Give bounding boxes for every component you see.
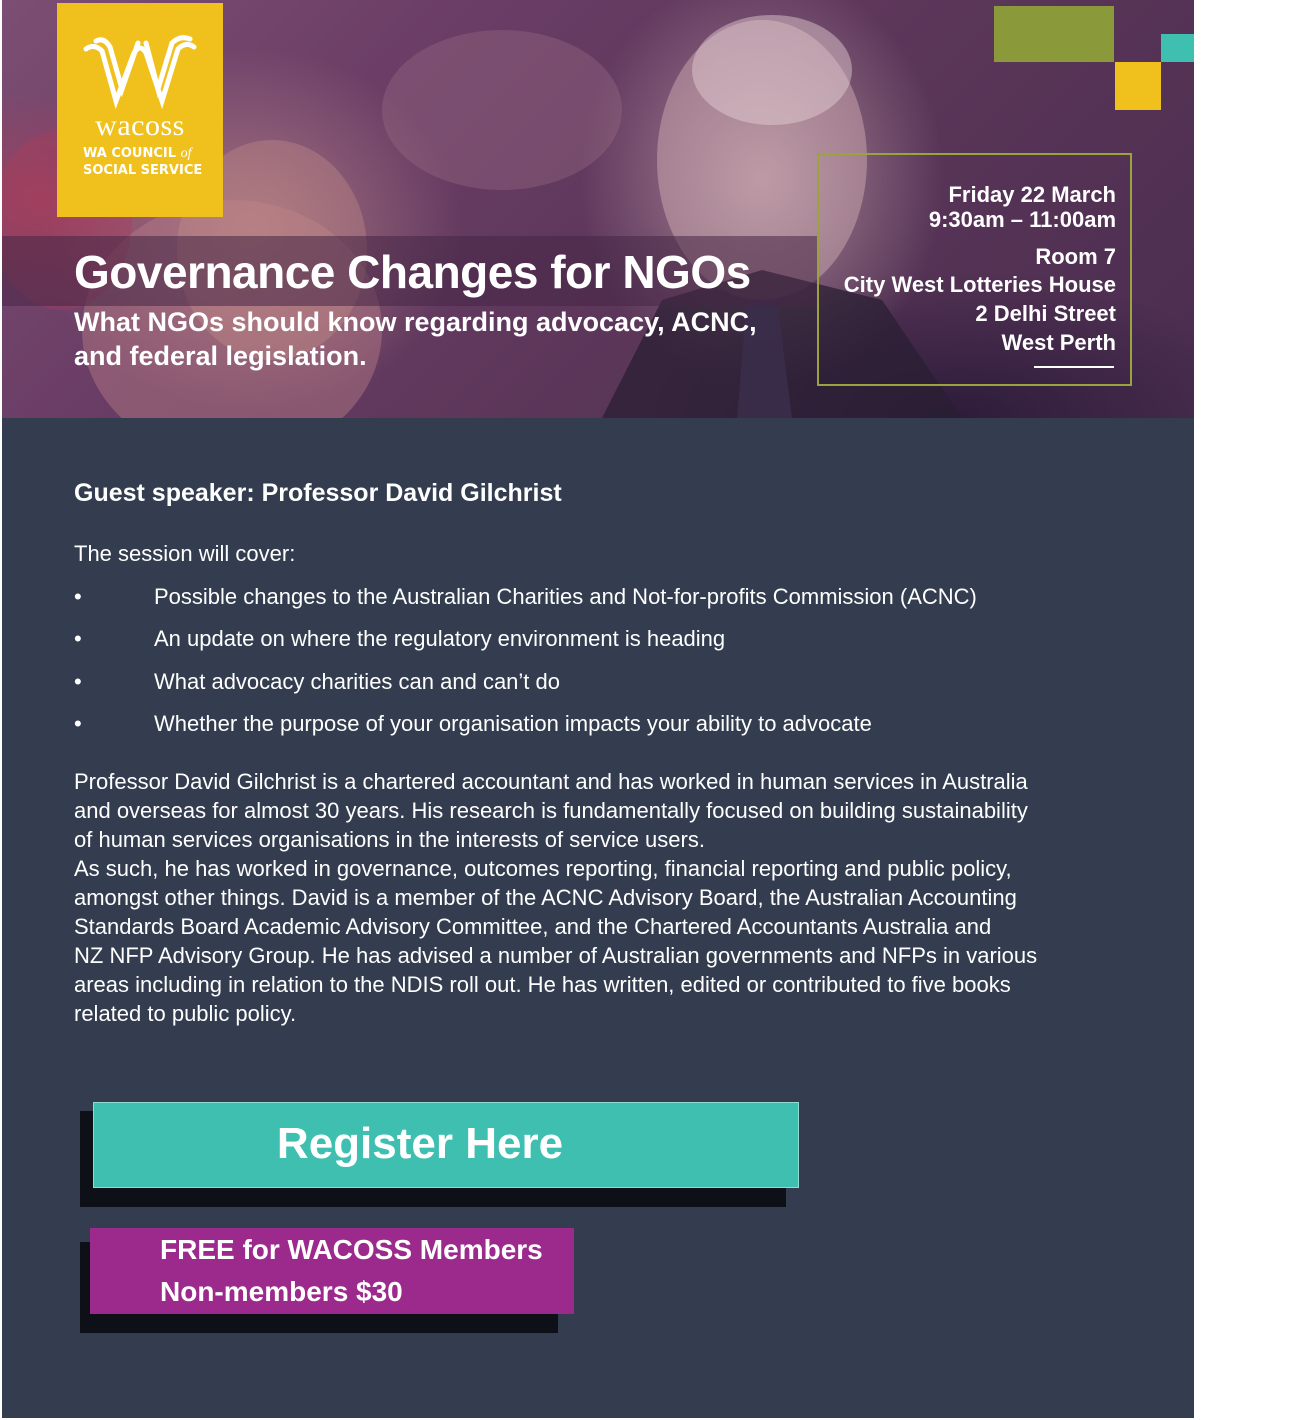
- wacoss-w-icon: [82, 35, 198, 109]
- logo-subtitle: [83, 145, 202, 179]
- register-button-shadow: [80, 1187, 786, 1207]
- guest-speaker: Guest speaker: Professor David Gilchrist: [74, 479, 562, 507]
- logo-subtitle-line2: SOCIAL SERVICE: [83, 163, 203, 178]
- event-room: Room 7: [1035, 244, 1116, 269]
- details-divider: [1034, 366, 1114, 368]
- event-title: Governance Changes for NGOs: [74, 246, 751, 298]
- register-button-label: Register Here: [276, 1119, 564, 1168]
- bio-line: As such, he has worked in governance, outcomes reporting, financial reporting and public policy,: [74, 856, 1012, 881]
- event-venue: City West Lotteries House: [843, 272, 1116, 297]
- speaker-bio: [74, 767, 1059, 1028]
- bio-line: Standards Board Academic Advisory Committee, and the Chartered Accountants Australia and: [74, 914, 992, 939]
- bio-line: amongst other things. David is a member of the ACNC Advisory Board, the Australian Accounting: [74, 885, 1017, 910]
- decorative-square-yellow: [1115, 62, 1161, 110]
- topic-text: Possible changes to the Australian Charities and Not-for-profits Commission (ACNC): [154, 584, 977, 609]
- bio-line: areas including in relation to the NDIS roll out. He has written, edited or contributed to five books: [74, 972, 1011, 997]
- decorative-square-teal: [1161, 34, 1194, 62]
- header-banner: [2, 0, 1194, 418]
- logo-subtitle-of: of: [180, 146, 192, 161]
- pricing-box-shadow: [80, 1313, 558, 1333]
- bio-line: and overseas for almost 30 years. His research is fundamentally focused on building sustainability: [74, 798, 1028, 823]
- event-details-box: [817, 153, 1132, 386]
- wacoss-logo: [57, 3, 223, 217]
- session-intro: The session will cover:: [74, 541, 296, 566]
- bio-line: Professor David Gilchrist is a chartered accountant and has worked in human services in Australia: [74, 769, 1028, 794]
- bullet-icon: •: [74, 584, 82, 609]
- event-suburb: West Perth: [1001, 330, 1116, 355]
- register-button[interactable]: [93, 1102, 799, 1188]
- event-street: 2 Delhi Street: [975, 301, 1116, 326]
- price-members: FREE for WACOSS Members: [160, 1234, 543, 1265]
- event-subtitle: What NGOs should know regarding advocacy, ACNC, and federal legislation.: [74, 307, 757, 371]
- event-time: 9:30am – 11:00am: [928, 207, 1116, 232]
- event-flyer: [2, 0, 1194, 1418]
- bio-line: of human services organisations in the interests of service users.: [74, 827, 705, 852]
- bio-line: NZ NFP Advisory Group. He has advised a number of Australian governments and NFPs in various: [74, 943, 1038, 968]
- logo-subtitle-line1: WA COUNCIL: [83, 146, 177, 161]
- decorative-square-olive: [994, 6, 1114, 62]
- topic-text: An update on where the regulatory environment is heading: [154, 626, 726, 652]
- topic-text: What advocacy charities can and can’t do: [154, 668, 561, 694]
- price-nonmembers: Non-members $30: [160, 1276, 403, 1307]
- pricing-box: [90, 1228, 574, 1314]
- logo-wordmark: wacoss: [95, 109, 185, 142]
- bullet-icon: •: [74, 710, 82, 736]
- bullet-icon: •: [74, 668, 82, 694]
- bio-line: related to public policy.: [74, 1001, 297, 1026]
- topic-text: Whether the purpose of your organisation impacts your ability to advocate: [154, 710, 872, 736]
- event-date: Friday 22 March: [948, 182, 1116, 207]
- bullet-icon: •: [74, 626, 82, 652]
